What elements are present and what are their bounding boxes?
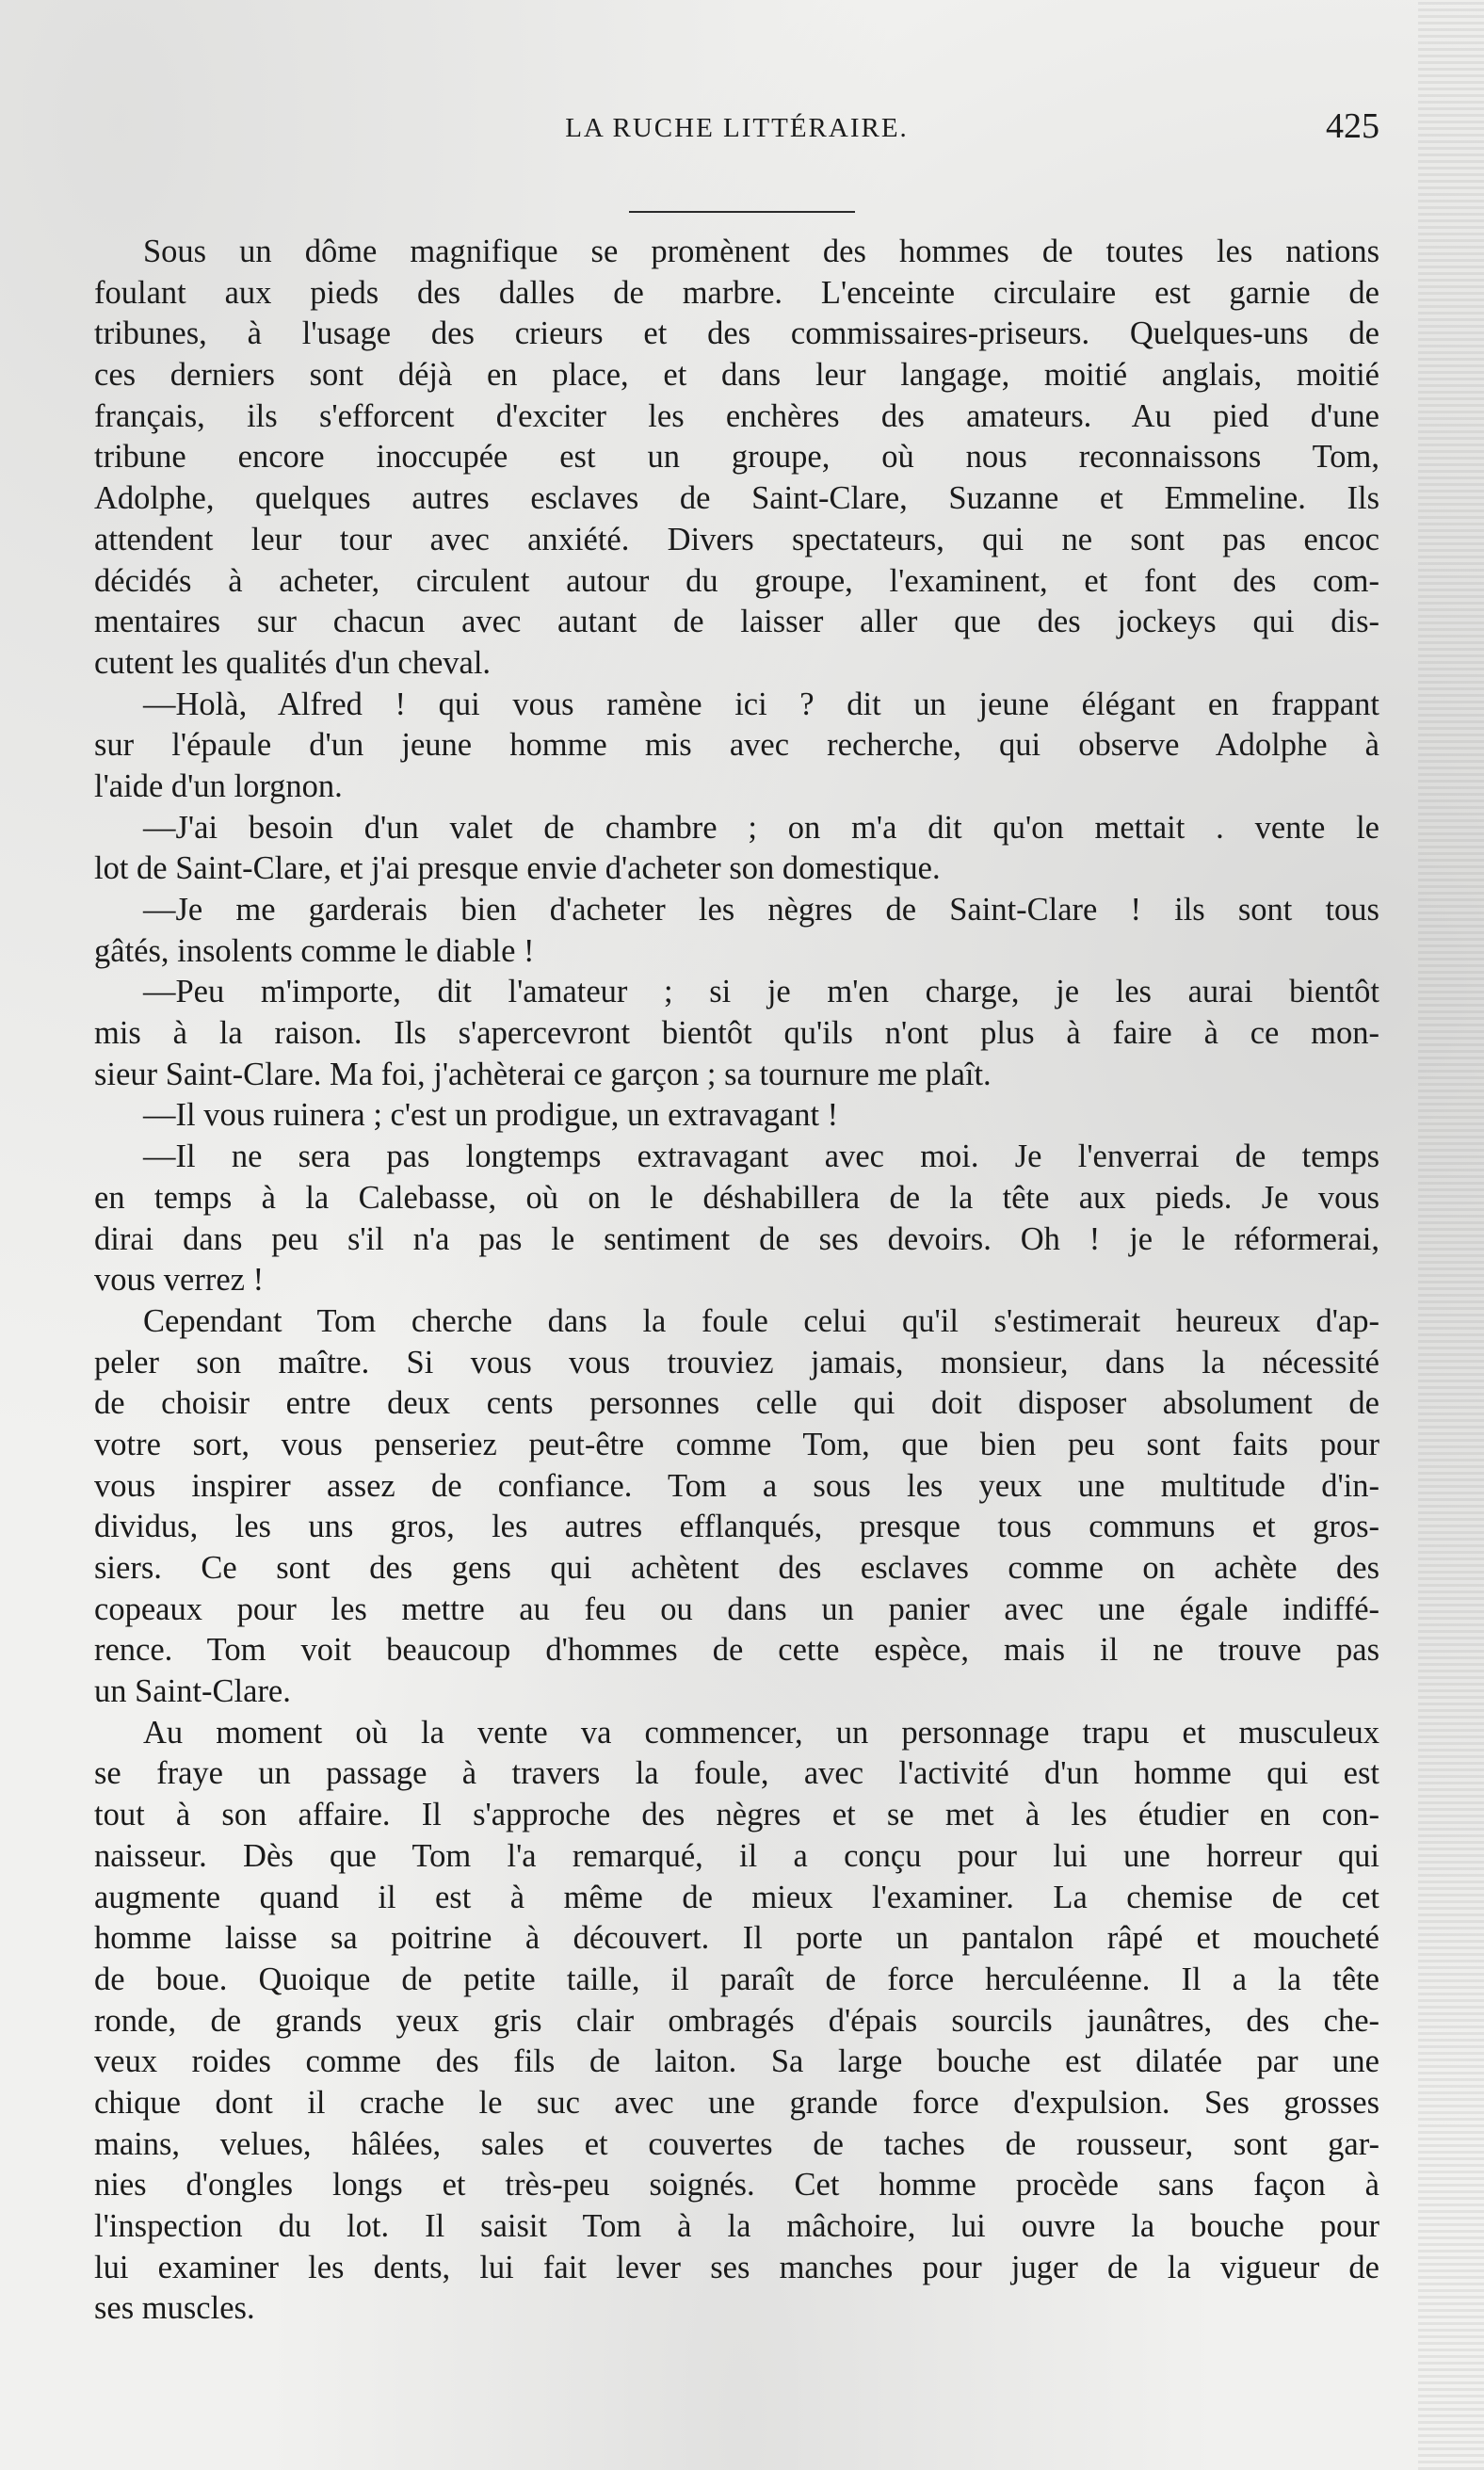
- text-line: se fraye un passage à travers la foule, avec l'activité d'un homme qui est: [94, 1755, 1379, 1792]
- page-edge-shadow: [1418, 0, 1484, 2470]
- text-line: dividus, les uns gros, les autres efflanqués, presque tous communs et gros-: [94, 1509, 1379, 1545]
- text-line: Cependant Tom cherche dans la foule celui qu'il s'estimerait heureux d'ap-: [143, 1302, 1379, 1339]
- text-line: vous inspirer assez de confiance. Tom a sous les yeux une multitude d'in-: [94, 1467, 1379, 1504]
- text-line: —Holà, Alfred ! qui vous ramène ici ? dit un jeune élégant en frappant: [143, 686, 1379, 722]
- text-line: siers. Ce sont des gens qui achètent des esclaves comme on achète des: [94, 1550, 1379, 1586]
- text-line: un Saint-Clare.: [94, 1673, 291, 1710]
- text-line: —Il vous ruinera ; c'est un prodigue, un extravagant !: [143, 1097, 839, 1134]
- text-line: mains, velues, hâlées, sales et couvertes de taches de rousseur, sont gar-: [94, 2125, 1379, 2162]
- text-line: —Il ne sera pas longtemps extravagant avec moi. Je l'enverrai de temps: [143, 1138, 1379, 1175]
- text-line: dirai dans peu s'il n'a pas le sentiment de ses devoirs. Oh ! je le réformerai,: [94, 1220, 1379, 1257]
- text-line: —Je me garderais bien d'acheter les nègres de Saint-Clare ! ils sont tous: [143, 892, 1379, 928]
- text-line: —J'ai besoin d'un valet de chambre ; on m'a dit qu'on mettait . vente le: [143, 809, 1379, 846]
- text-line: vous verrez !: [94, 1262, 265, 1299]
- text-line: foulant aux pieds des dalles de marbre. L'enceinte circulaire est garnie de: [94, 274, 1379, 311]
- text-line: Sous un dôme magnifique se promènent des hommes de toutes les nations: [143, 234, 1379, 269]
- text-line: Au moment où la vente va commencer, un personnage trapu et musculeux: [143, 1714, 1379, 1751]
- text-line: attendent leur tour avec anxiété. Divers spectateurs, qui ne sont pas encoc: [94, 521, 1379, 557]
- text-line: peler son maître. Si vous vous trouviez jamais, monsieur, dans la nécessité: [94, 1344, 1379, 1380]
- text-line: gâtés, insolents comme le diable !: [94, 932, 535, 969]
- page-number: 425: [1326, 106, 1379, 146]
- text-line: l'aide d'un lorgnon.: [94, 767, 343, 804]
- text-line: sieur Saint-Clare. Ma foi, j'achèterai ce garçon ; sa tournure me plaît.: [94, 1056, 992, 1092]
- text-line: copeaux pour les mettre au feu ou dans un panier avec une égale indiffé-: [94, 1590, 1379, 1627]
- body-text: [94, 232, 1379, 2330]
- text-line: ces derniers sont déjà en place, et dans leur langage, moitié anglais, moitié: [94, 357, 1379, 394]
- text-line: tribune encore inoccupée est un groupe, où nous reconnaissons Tom,: [94, 439, 1379, 476]
- text-line: lui examiner les dents, lui fait lever ses manches pour juger de la vigueur de: [94, 2249, 1379, 2285]
- text-line: en temps à la Calebasse, où on le déshabillera de la tête aux pieds. Je vous: [94, 1179, 1379, 1216]
- text-line: naisseur. Dès que Tom l'a remarqué, il a conçu pour lui une horreur qui: [94, 1837, 1379, 1874]
- text-line: cutent les qualités d'un cheval.: [94, 644, 492, 681]
- text-line: augmente quand il est à même de mieux l'examiner. La chemise de cet: [94, 1879, 1379, 1915]
- text-line: de choisir entre deux cents personnes celle qui doit disposer absolument de: [94, 1385, 1379, 1422]
- text-line: nies d'ongles longs et très-peu soignés. Cet homme procède sans façon à: [94, 2167, 1379, 2204]
- running-title: LA RUCHE LITTÉRAIRE.: [565, 113, 909, 143]
- text-line: Adolphe, quelques autres esclaves de Saint-Clare, Suzanne et Emmeline. Ils: [94, 480, 1379, 517]
- text-line: tribunes, à l'usage des crieurs et des commissaires-priseurs. Quelques-uns de: [94, 315, 1379, 352]
- text-line: —Peu m'importe, dit l'amateur ; si je m'en charge, je les aurai bientôt: [143, 974, 1379, 1010]
- page-header: [94, 105, 1379, 153]
- text-line: ronde, de grands yeux gris clair ombragés d'épais sourcils jaunâtres, des che-: [94, 2002, 1379, 2039]
- text-line: homme laisse sa poitrine à découvert. Il porte un pantalon râpé et moucheté: [94, 1920, 1379, 1957]
- text-line: mis à la raison. Ils s'apercevront bientôt qu'ils n'ont plus à faire à ce mon-: [94, 1015, 1379, 1052]
- text-line: lot de Saint-Clare, et j'ai presque envie d'acheter son domestique.: [94, 850, 941, 887]
- text-line: tout à son affaire. Il s'approche des nègres et se met à les étudier en con-: [94, 1797, 1379, 1833]
- text-line: sur l'épaule d'un jeune homme mis avec recherche, qui observe Adolphe à: [94, 727, 1379, 764]
- text-line: mentaires sur chacun avec autant de laisser aller que des jockeys qui dis-: [94, 604, 1379, 640]
- text-line: rence. Tom voit beaucoup d'hommes de cette espèce, mais il ne trouve pas: [94, 1632, 1379, 1669]
- text-line: chique dont il crache le suc avec une grande force d'expulsion. Ses grosses: [94, 2084, 1379, 2121]
- text-line: français, ils s'efforcent d'exciter les enchères des amateurs. Au pied d'une: [94, 397, 1379, 434]
- text-line: décidés à acheter, circulent autour du groupe, l'examinent, et font des com-: [94, 562, 1379, 599]
- text-line: de boue. Quoique de petite taille, il paraît de force herculéenne. Il a la tête: [94, 1961, 1379, 1997]
- section-rule: [629, 211, 855, 213]
- text-line: l'inspection du lot. Il saisit Tom à la mâchoire, lui ouvre la bouche pour: [94, 2208, 1379, 2244]
- text-line: ses muscles.: [94, 2290, 255, 2327]
- text-line: votre sort, vous penseriez peut-être comme Tom, que bien peu sont faits pour: [94, 1426, 1379, 1462]
- text-line: veux roides comme des fils de laiton. Sa large bouche est dilatée par une: [94, 2043, 1379, 2080]
